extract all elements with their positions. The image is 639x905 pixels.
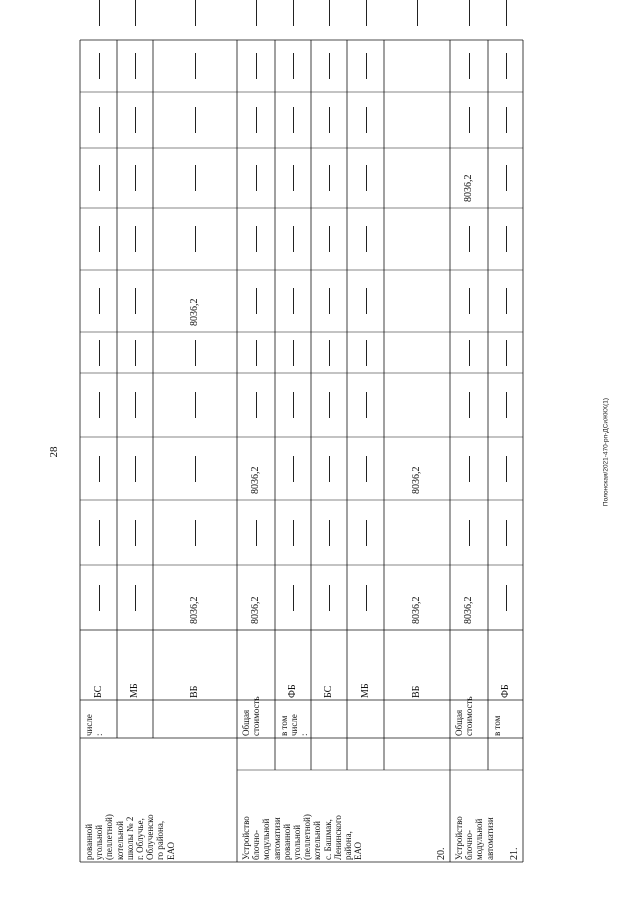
- empty-value: [135, 107, 136, 133]
- empty-value: [256, 520, 257, 546]
- empty-value: [469, 340, 470, 366]
- funding-source: БС: [92, 685, 104, 698]
- empty-value: [99, 226, 100, 252]
- cost-value: 8036,2: [250, 466, 261, 494]
- empty-value: [329, 53, 330, 79]
- cost-type: в том: [492, 715, 502, 736]
- funding-source: ВБ: [411, 685, 422, 698]
- empty-value: [256, 107, 257, 133]
- empty-value: [195, 107, 196, 133]
- empty-value: [135, 165, 136, 191]
- empty-value: [195, 0, 196, 26]
- empty-value: [366, 288, 367, 314]
- empty-value: [256, 392, 257, 418]
- empty-value: [469, 288, 470, 314]
- funding-source: ВБ: [189, 685, 200, 698]
- empty-value: [99, 107, 100, 133]
- empty-value: [506, 456, 507, 482]
- empty-value: [99, 0, 100, 26]
- empty-value: [329, 340, 330, 366]
- empty-value: [195, 340, 196, 366]
- empty-value: [135, 392, 136, 418]
- cost-type: Общая стоимость: [454, 696, 475, 736]
- empty-value: [135, 520, 136, 546]
- empty-value: [256, 165, 257, 191]
- empty-value: [256, 226, 257, 252]
- empty-value: [506, 585, 507, 611]
- empty-value: [99, 456, 100, 482]
- empty-value: [366, 226, 367, 252]
- empty-value: [366, 340, 367, 366]
- empty-value: [366, 520, 367, 546]
- empty-value: [135, 456, 136, 482]
- empty-value: [469, 520, 470, 546]
- empty-value: [366, 165, 367, 191]
- empty-value: [329, 585, 330, 611]
- empty-value: [135, 340, 136, 366]
- funding-source: МБ: [359, 683, 371, 698]
- empty-value: [469, 226, 470, 252]
- empty-value: [99, 520, 100, 546]
- empty-value: [135, 226, 136, 252]
- empty-value: [366, 107, 367, 133]
- cost-value: 8036,2: [189, 298, 200, 326]
- empty-value: [469, 107, 470, 133]
- empty-value: [506, 0, 507, 26]
- cost-type: числе :: [84, 714, 105, 736]
- empty-value: [469, 0, 470, 26]
- empty-value: [366, 585, 367, 611]
- cost-value: 8036,2: [189, 596, 200, 624]
- cost-value: 8036,2: [463, 596, 474, 624]
- empty-value: [195, 456, 196, 482]
- empty-value: [293, 53, 294, 79]
- empty-value: [135, 585, 136, 611]
- cost-value: 8036,2: [463, 174, 474, 202]
- empty-value: [506, 53, 507, 79]
- empty-value: [99, 585, 100, 611]
- empty-value: [293, 520, 294, 546]
- document-footer: Полонская/2021-470-рп-ДСиЖКХ(1): [602, 397, 610, 507]
- empty-value: [256, 288, 257, 314]
- empty-value: [256, 340, 257, 366]
- empty-value: [469, 392, 470, 418]
- empty-value: [99, 53, 100, 79]
- empty-value: [417, 0, 418, 26]
- empty-value: [293, 456, 294, 482]
- empty-value: [329, 226, 330, 252]
- empty-value: [329, 0, 330, 26]
- empty-value: [329, 107, 330, 133]
- item-number: 21.: [509, 847, 520, 860]
- empty-value: [366, 392, 367, 418]
- cost-value: 8036,2: [411, 466, 422, 494]
- empty-value: [99, 165, 100, 191]
- empty-value: [293, 0, 294, 26]
- empty-value: [293, 340, 294, 366]
- funding-source: ФБ: [287, 684, 298, 698]
- empty-value: [256, 0, 257, 26]
- item-name: рованной угольной (пеллетной) котельной школы № 2 г. Облучье, Облученско го района, ЕАО: [84, 814, 176, 860]
- empty-value: [506, 392, 507, 418]
- empty-value: [135, 0, 136, 26]
- empty-value: [293, 288, 294, 314]
- empty-value: [135, 53, 136, 79]
- item-name: Устройство блочно- модульной автоматизи: [454, 816, 495, 860]
- empty-value: [293, 392, 294, 418]
- cost-type: Общая стоимость: [241, 696, 262, 736]
- empty-value: [329, 392, 330, 418]
- empty-value: [195, 226, 196, 252]
- empty-value: [506, 520, 507, 546]
- empty-value: [506, 288, 507, 314]
- empty-value: [256, 53, 257, 79]
- empty-value: [366, 53, 367, 79]
- empty-value: [135, 288, 136, 314]
- empty-value: [195, 165, 196, 191]
- empty-value: [293, 107, 294, 133]
- empty-value: [469, 456, 470, 482]
- empty-value: [506, 165, 507, 191]
- empty-value: [293, 226, 294, 252]
- cost-value: 8036,2: [411, 596, 422, 624]
- item-number: 20.: [436, 847, 447, 860]
- page-number: 28: [48, 446, 60, 458]
- empty-value: [99, 288, 100, 314]
- empty-value: [195, 392, 196, 418]
- empty-value: [195, 53, 196, 79]
- empty-value: [366, 456, 367, 482]
- empty-value: [366, 0, 367, 26]
- empty-value: [99, 392, 100, 418]
- empty-value: [469, 53, 470, 79]
- empty-value: [99, 340, 100, 366]
- empty-value: [293, 585, 294, 611]
- item-name: Устройство блочно- модульной автоматизи рованной угольной (пеллетной) котельной с. Башмак, Ленинского района, ЕАО: [241, 814, 364, 860]
- empty-value: [329, 456, 330, 482]
- empty-value: [329, 165, 330, 191]
- cost-type: в том числе :: [279, 714, 310, 736]
- empty-value: [506, 340, 507, 366]
- cost-value: 8036,2: [250, 596, 261, 624]
- empty-value: [506, 226, 507, 252]
- empty-value: [195, 520, 196, 546]
- funding-source: ФБ: [499, 684, 511, 698]
- empty-value: [506, 107, 507, 133]
- funding-source: МБ: [129, 683, 140, 698]
- empty-value: [293, 165, 294, 191]
- empty-value: [329, 288, 330, 314]
- empty-value: [329, 520, 330, 546]
- funding-source: БС: [323, 685, 334, 698]
